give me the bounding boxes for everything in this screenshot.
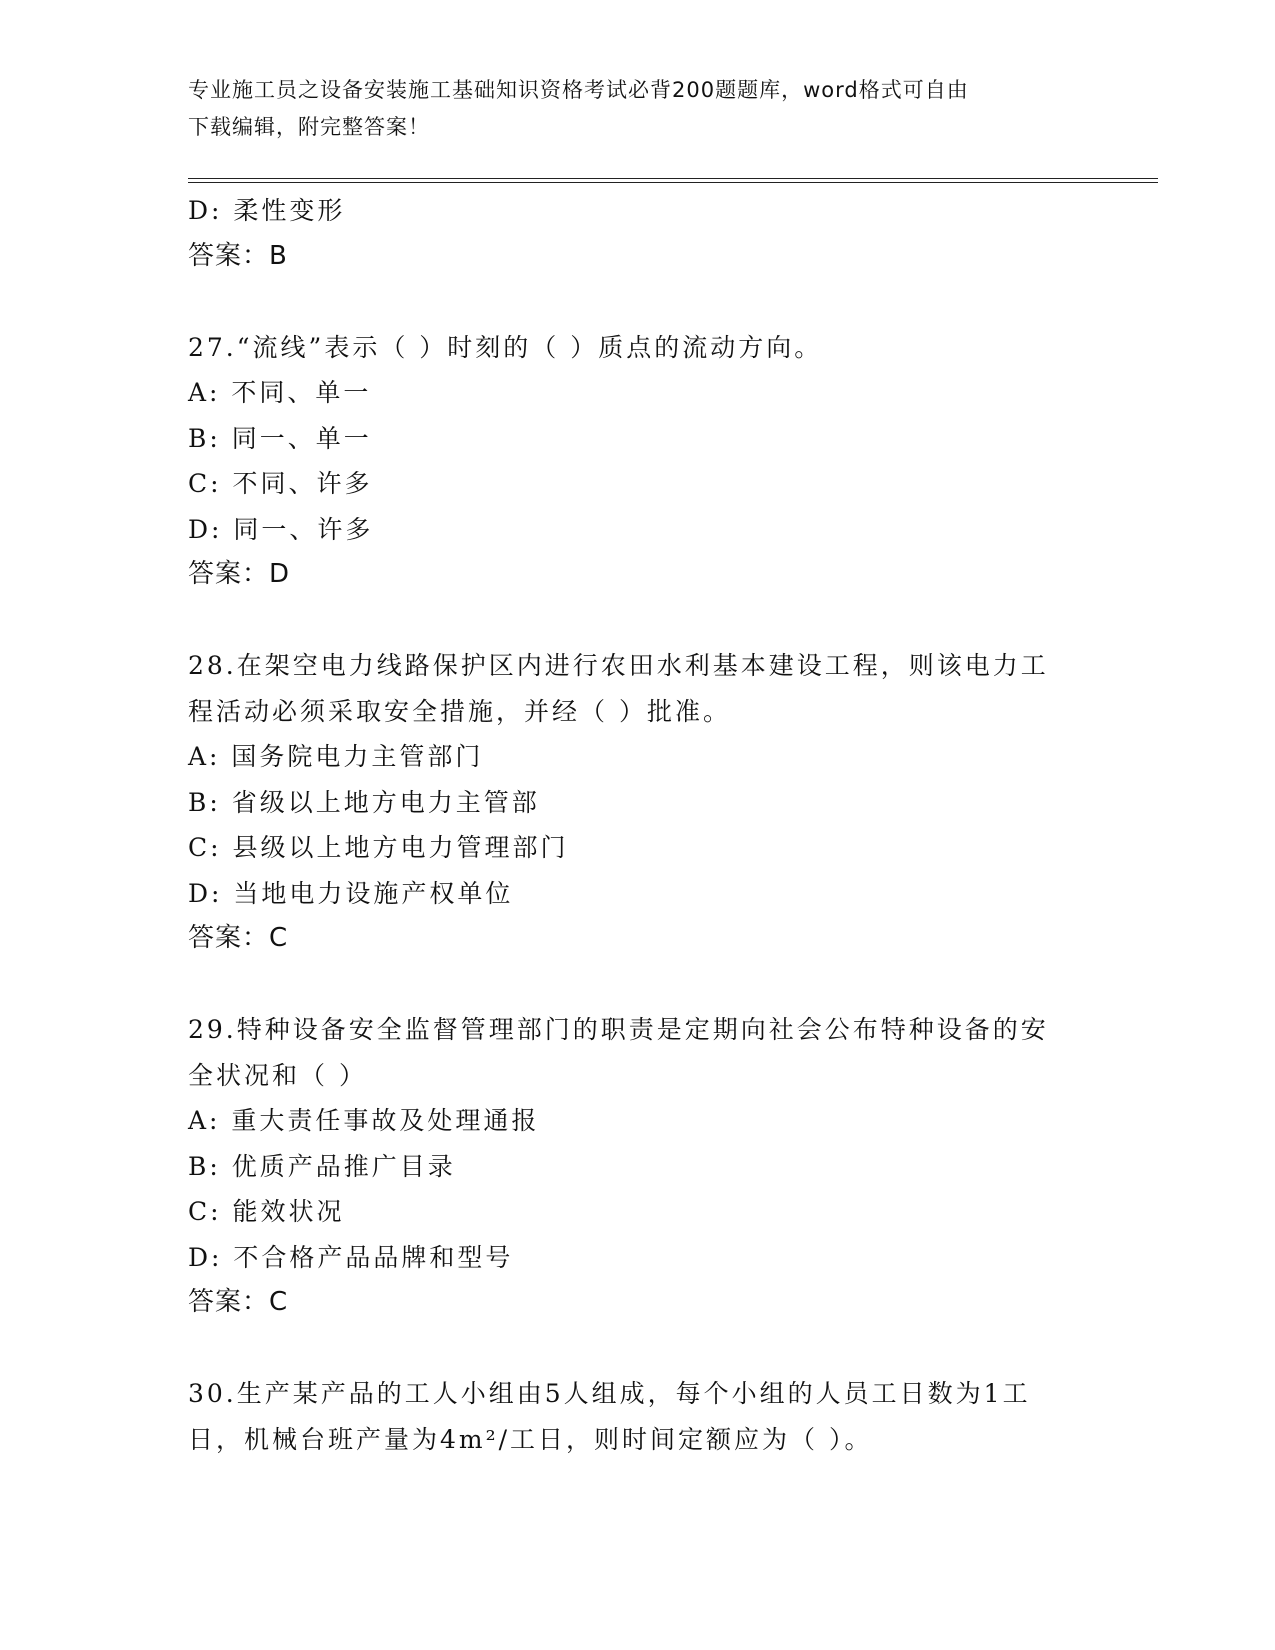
answer-line: 答案：B <box>188 240 288 271</box>
option-d: D: 不合格产品品牌和型号 <box>188 1242 514 1272</box>
question-30 <box>188 1371 1088 1462</box>
header-divider <box>188 178 1158 183</box>
question-stem: 28.在架空电力线路保护区内进行农田水利基本建设工程，则该电力工 <box>188 651 1049 680</box>
option-c: C: 能效状况 <box>188 1197 345 1226</box>
option-b: B: 同一、单一 <box>188 423 372 453</box>
header-line-2: 下载编辑，附完整答案！ <box>188 115 430 139</box>
answer-line: 答案：C <box>188 923 289 953</box>
answer-line: 答案：D <box>188 559 291 589</box>
question-list <box>188 188 1088 1462</box>
option-b: B: 省级以上地方电力主管部 <box>188 787 540 817</box>
question-stem-continued: 程活动必须采取安全措施，并经（ ）批准。 <box>188 696 731 726</box>
option-d: D: 柔性变形 <box>188 196 346 225</box>
question-29 <box>188 1007 1088 1326</box>
option-d: D: 同一、许多 <box>188 514 374 544</box>
question-26-tail <box>188 188 1088 279</box>
question-stem: 27.“流线”表示（ ）时刻的（ ）质点的流动方向。 <box>188 332 823 362</box>
option-a: A: 重大责任事故及处理通报 <box>188 1106 540 1135</box>
option-a: A: 不同、单一 <box>188 378 372 407</box>
spacer <box>188 279 1088 325</box>
question-stem: 30.生产某产品的工人小组由5人组成，每个小组的人员工日数为1工 <box>188 1379 1031 1408</box>
spacer <box>188 598 1088 644</box>
option-c: C: 县级以上地方电力管理部门 <box>188 833 569 862</box>
question-stem-continued: 全状况和（ ） <box>188 1060 367 1090</box>
spacer <box>188 1326 1088 1372</box>
header-line-1: 专业施工员之设备安装施工基础知识资格考试必背200题题库，word格式可自由 <box>188 78 969 102</box>
answer-line: 答案：C <box>188 1287 289 1317</box>
question-27 <box>188 325 1088 598</box>
document-header <box>188 72 1088 146</box>
spacer <box>188 962 1088 1008</box>
option-c: C: 不同、许多 <box>188 469 373 498</box>
question-stem-continued: 日，机械台班产量为4m²/工日，则时间定额应为（ ）。 <box>188 1424 873 1454</box>
option-a: A: 国务院电力主管部门 <box>188 742 484 771</box>
question-28 <box>188 643 1088 962</box>
option-b: B: 优质产品推广目录 <box>188 1151 456 1181</box>
question-stem: 29.特种设备安全监督管理部门的职责是定期向社会公布特种设备的安 <box>188 1015 1049 1044</box>
option-d: D: 当地电力设施产权单位 <box>188 878 514 908</box>
